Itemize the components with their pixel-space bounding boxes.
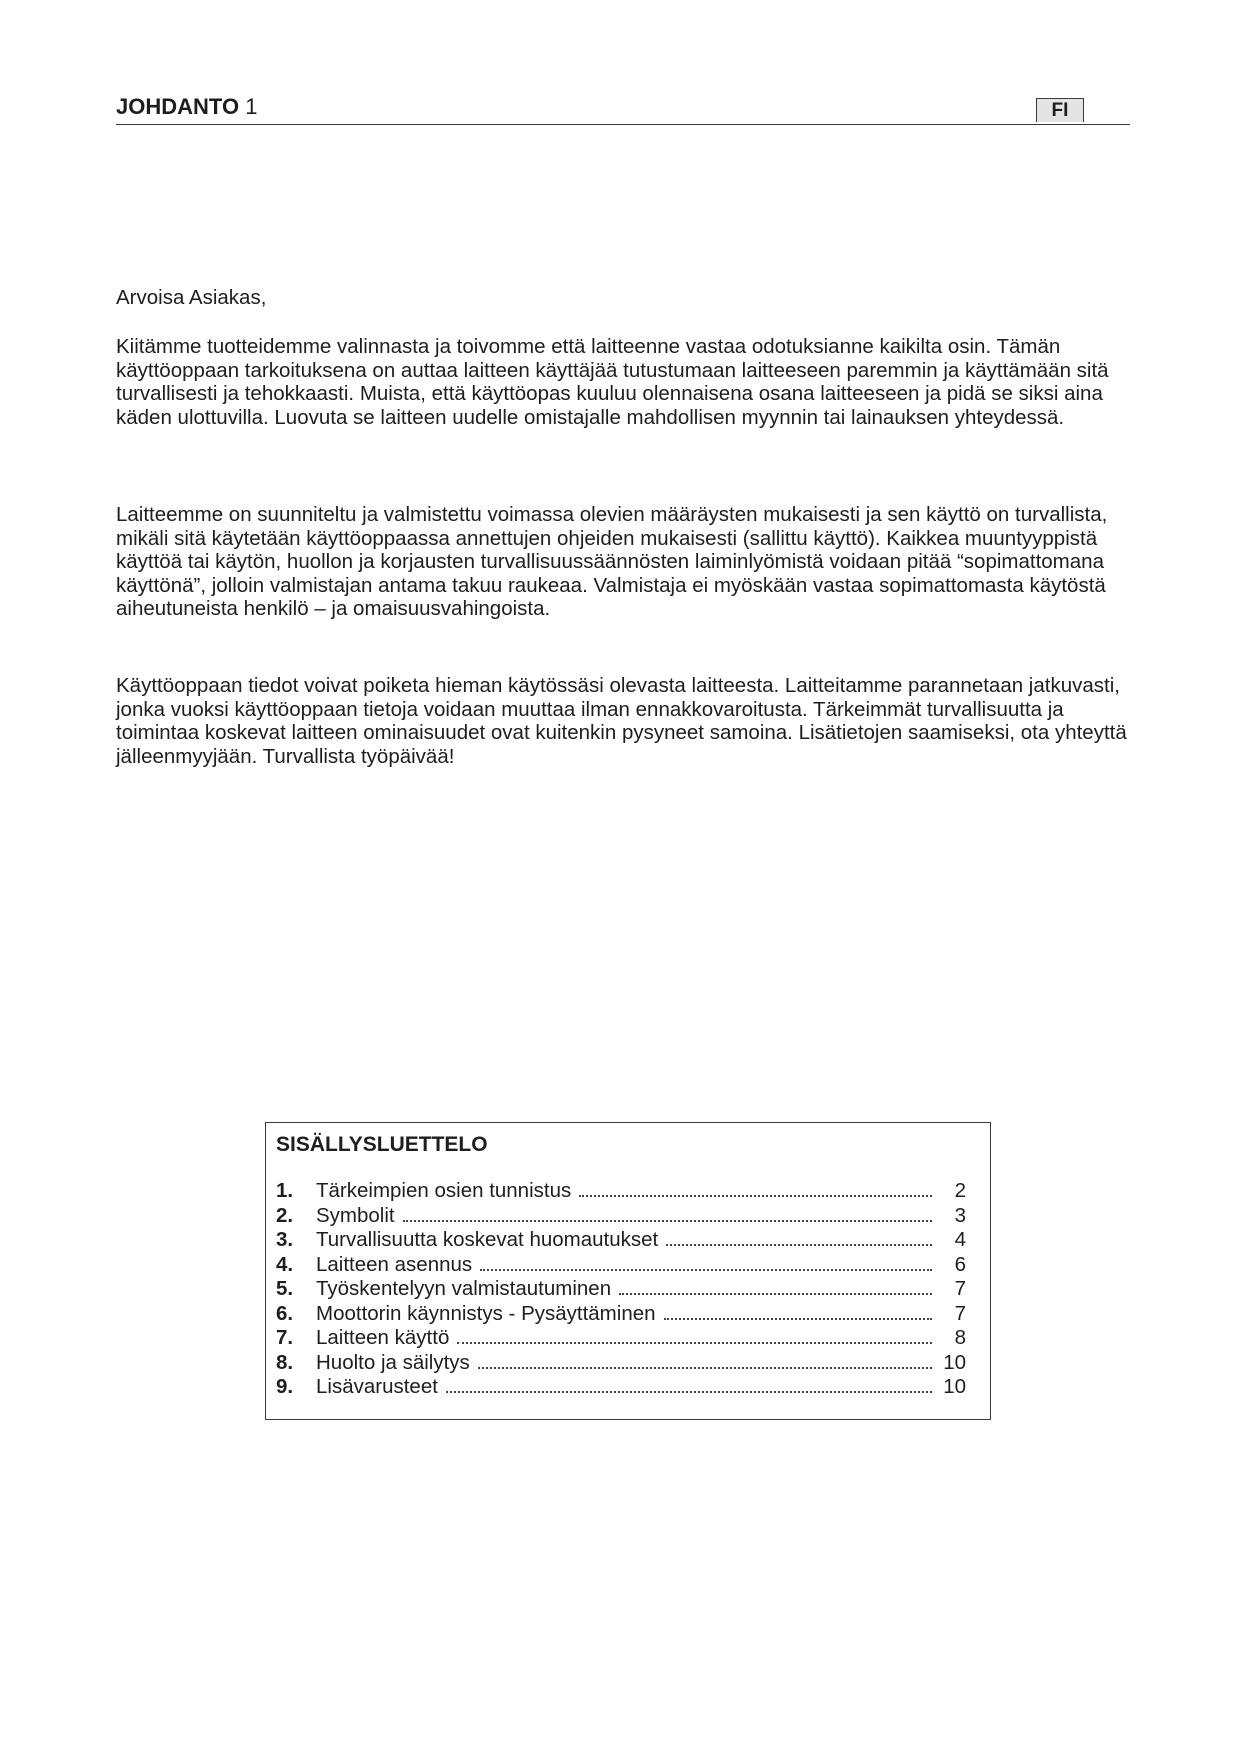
toc-entry-page: 2 <box>954 1179 966 1202</box>
intended-use-paragraph: Laitteemme on suunniteltu ja valmistettu voimassa olevien määräysten mukaisesti ja sen käyttö on turvallista, mikäli sitä käytetään käyttöoppaassa annettujen ohjeiden mukaisesti (sallittu käyttö). Kaikkea muuntyyppistä käyttöä tai käytön, huollon ja korjausten turvallisuussäännösten laiminlyömistä voidaan pitää “sopimattomana käyttönä”, jolloin valmistajan antama takuu raukeaa. Valmistaja ei myöskään vastaa sopimattomasta käytöstä aiheutuneista henkilö – ja omaisuusvahingoista. <box>116 503 1108 620</box>
toc-entry-label: Moottorin käynnistys - Pysäyttäminen <box>316 1301 656 1325</box>
toc-entry[interactable] <box>276 1326 966 1351</box>
toc-entry[interactable] <box>276 1302 966 1327</box>
toc-entry-label: Huolto ja säilytys <box>316 1350 470 1374</box>
toc-leader-dots <box>478 1367 932 1369</box>
toc-entry-page: 8 <box>954 1326 966 1349</box>
toc-entry-label: Tärkeimpien osien tunnistus <box>316 1179 572 1202</box>
toc-entry[interactable] <box>276 1277 966 1302</box>
toc-title: SISÄLLYSLUETTELO <box>276 1133 488 1156</box>
toc-entry-number: 2. <box>276 1203 294 1227</box>
toc-entry-number: 1. <box>276 1179 294 1202</box>
toc-entry-number: 7. <box>276 1326 294 1349</box>
toc-entry-page: 3 <box>954 1203 966 1227</box>
toc-entry-label: Työskentelyyn valmistautuminen <box>316 1277 612 1300</box>
toc-entry-page: 6 <box>954 1252 966 1276</box>
section-heading <box>116 94 257 120</box>
table-of-contents <box>265 1122 991 1420</box>
toc-leader-dots <box>446 1391 932 1393</box>
toc-leader-dots <box>619 1293 932 1295</box>
toc-entry-label: Symbolit <box>316 1203 395 1227</box>
toc-entry-label: Lisävarusteet <box>316 1375 438 1398</box>
language-badge: FI <box>1036 98 1084 122</box>
toc-leader-dots <box>666 1244 932 1246</box>
toc-entry-number: 9. <box>276 1375 294 1398</box>
toc-entry-page: 10 <box>943 1375 966 1398</box>
toc-entry-number: 3. <box>276 1228 294 1251</box>
toc-entry-number: 6. <box>276 1301 294 1325</box>
toc-entry[interactable] <box>276 1228 966 1253</box>
toc-entry-number: 8. <box>276 1350 294 1374</box>
toc-entry-page: 4 <box>954 1228 966 1251</box>
toc-entry[interactable] <box>276 1204 966 1229</box>
section-title: JOHDANTO <box>116 94 240 119</box>
toc-entry-page: 10 <box>943 1350 966 1374</box>
toc-entry-label: Laitteen asennus <box>316 1252 473 1276</box>
toc-leader-dots <box>579 1195 932 1197</box>
toc-entry-label: Turvallisuutta koskevat huomautukset <box>316 1228 659 1251</box>
toc-entry[interactable] <box>276 1351 966 1376</box>
toc-entry[interactable] <box>276 1375 966 1400</box>
toc-entry[interactable] <box>276 1179 966 1204</box>
toc-entry-number: 4. <box>276 1252 294 1276</box>
toc-leader-dots <box>664 1318 932 1320</box>
intro-paragraph: Kiitämme tuotteidemme valinnasta ja toivomme että laitteenne vastaa odotuksianne kaikilta osin. Tämän käyttöoppaan tarkoituksena on auttaa laitteen käyttäjää tutustumaan laitteeseen paremmin ja käyttämään sitä turvallisesti ja tehokkaasti. Muista, että käyttöopas kuuluu olennaisena osana laitteeseen ja pidä se siksi aina käden ulottuvilla. Luovuta se laitteen uudelle omistajalle mahdollisen myynnin tai lainauksen yhteydessä. <box>116 335 1109 429</box>
page-header <box>116 94 1130 125</box>
toc-leader-dots <box>480 1269 932 1271</box>
manual-changes-paragraph: Käyttöoppaan tiedot voivat poiketa hieman käytössäsi olevasta laitteesta. Laitteitamme parannetaan jatkuvasti, jonka vuoksi käyttöoppaan tietoja voidaan muuttaa ilman ennakkovaroitusta. Tärkeimmät turvallisuutta ja toimintaa koskevat laitteen ominaisuudet ovat kuitenkin pysyneet samoina. Lisätietojen saamiseksi, ota yhteyttä jälleenmyyjään. Turvallista työpäivää! <box>116 674 1127 768</box>
section-number: 1 <box>245 94 258 119</box>
toc-list <box>276 1179 966 1400</box>
toc-entry-page: 7 <box>954 1301 966 1325</box>
greeting: Arvoisa Asiakas, <box>116 286 267 309</box>
toc-entry-label: Laitteen käyttö <box>316 1326 450 1349</box>
toc-entry-number: 5. <box>276 1277 294 1300</box>
toc-entry[interactable] <box>276 1253 966 1278</box>
toc-leader-dots <box>457 1342 932 1344</box>
toc-entry-page: 7 <box>954 1277 966 1300</box>
toc-leader-dots <box>403 1220 932 1222</box>
